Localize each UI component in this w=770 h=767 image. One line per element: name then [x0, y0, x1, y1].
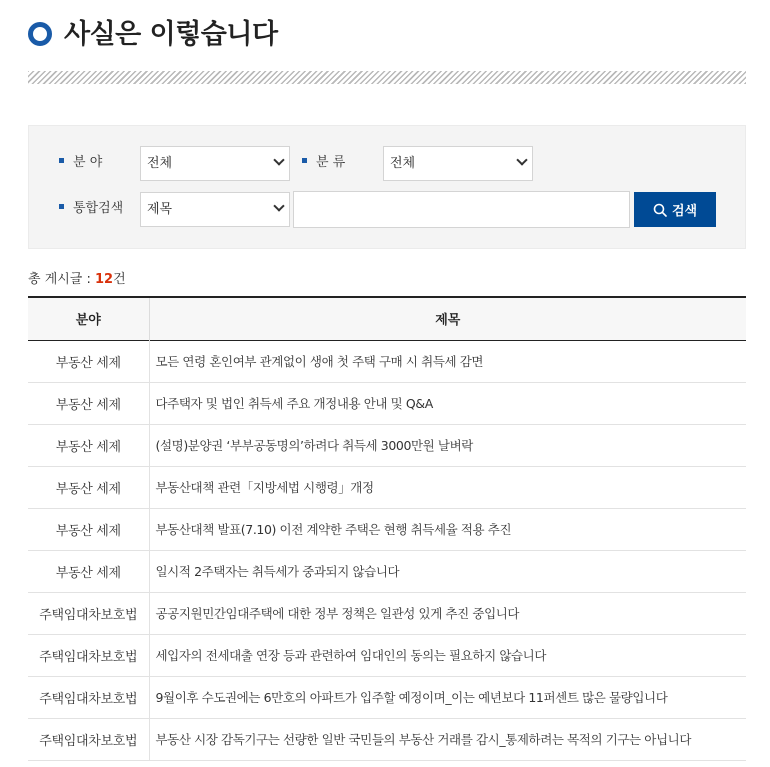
type-select[interactable]: 전체 [383, 146, 533, 181]
table-row[interactable] [28, 718, 746, 760]
chevron-down-icon [273, 200, 284, 211]
table-row[interactable] [28, 466, 746, 508]
row-category: 주택임대차보호법 [28, 634, 149, 676]
search-filter-panel [28, 125, 746, 249]
row-category: 주택임대차보호법 [28, 592, 149, 634]
row-category: 부동산 세제 [28, 424, 149, 466]
row-category: 부동산 세제 [28, 340, 149, 382]
field-label: 분 야 [59, 155, 102, 171]
table-row[interactable] [28, 424, 746, 466]
search-scope-select[interactable]: 제목 [140, 192, 290, 227]
square-bullet-icon [59, 158, 64, 163]
type-label: 분 류 [302, 155, 345, 171]
row-title-link[interactable]: 부동산대책 발표(7.10) 이전 계약한 주택은 현행 취득세율 적용 추진 [155, 522, 512, 537]
row-category: 부동산 세제 [28, 466, 149, 508]
chevron-down-icon [516, 154, 527, 165]
table-row[interactable] [28, 550, 746, 592]
row-title-link[interactable]: (설명)분양권 ‘부부공동명의’하려다 취득세 3000만원 날벼락 [155, 438, 473, 453]
board-table [28, 296, 746, 761]
page-header [28, 18, 746, 58]
table-row[interactable] [28, 592, 746, 634]
search-button[interactable]: 검색 [634, 192, 716, 227]
column-header-category: 분야 [28, 297, 149, 340]
table-header-row [28, 297, 746, 340]
post-count: 총 게시글 : 12건 [28, 272, 126, 287]
chevron-down-icon [273, 154, 284, 165]
table-row[interactable] [28, 382, 746, 424]
ring-icon [28, 22, 52, 46]
square-bullet-icon [302, 158, 307, 163]
page-title: 사실은 이렇습니다 [64, 19, 278, 50]
row-title-link[interactable]: 부동산대책 관련「지방세법 시행령」개정 [155, 480, 374, 495]
square-bullet-icon [59, 204, 64, 209]
search-icon [653, 203, 667, 217]
decorative-divider [28, 71, 746, 84]
table-row[interactable] [28, 676, 746, 718]
row-title-link[interactable]: 공공지원민간임대주택에 대한 정부 정책은 일관성 있게 추진 중입니다 [155, 606, 520, 621]
search-label: 통합검색 [59, 201, 123, 217]
column-header-title: 제목 [435, 313, 461, 329]
table-row[interactable] [28, 340, 746, 382]
row-category: 주택임대차보호법 [28, 718, 149, 760]
row-title-link[interactable]: 다주택자 및 법인 취득세 주요 개정내용 안내 및 Q&A [155, 396, 433, 411]
row-category: 부동산 세제 [28, 550, 149, 592]
post-count-number: 12 [95, 272, 114, 287]
row-title-link[interactable]: 세입자의 전세대출 연장 등과 관련하여 임대인의 동의는 필요하지 않습니다 [155, 648, 547, 663]
field-select[interactable]: 전체 [140, 146, 290, 181]
row-category: 부동산 세제 [28, 382, 149, 424]
row-title-link[interactable]: 부동산 시장 감독기구는 선량한 일반 국민들의 부동산 거래를 감시_통제하려는 목적의 기구는 아닙니다 [155, 732, 692, 747]
row-title-link[interactable]: 9월이후 수도권에는 6만호의 아파트가 입주할 예정이며_이는 예년보다 11퍼센트 많은 물량입니다 [155, 690, 668, 705]
row-title-link[interactable]: 모든 연령 혼인여부 관계없이 생애 첫 주택 구매 시 취득세 감면 [155, 354, 484, 369]
search-input[interactable] [293, 191, 630, 228]
row-category: 주택임대차보호법 [28, 676, 149, 718]
table-row[interactable] [28, 634, 746, 676]
table-row[interactable] [28, 508, 746, 550]
row-title-link[interactable]: 일시적 2주택자는 취득세가 중과되지 않습니다 [155, 564, 400, 579]
row-category: 부동산 세제 [28, 508, 149, 550]
